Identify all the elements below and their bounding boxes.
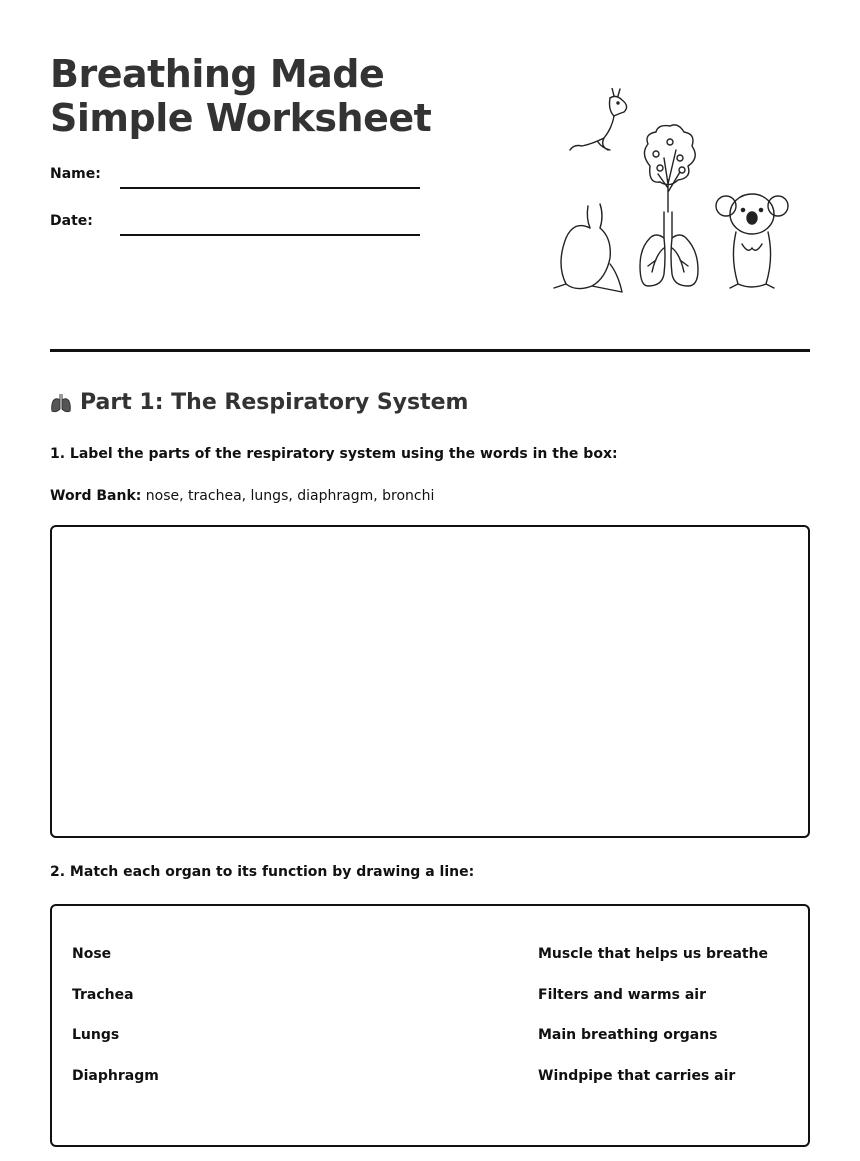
name-field[interactable] [120, 187, 420, 189]
question-1: 1. Label the parts of the respiratory system using the words in the box: [50, 446, 618, 462]
matching-area[interactable] [50, 904, 810, 1147]
kangaroo-icon [570, 88, 627, 150]
date-field[interactable] [120, 234, 420, 236]
tree-icon [644, 125, 695, 212]
organ-item[interactable]: Nose [72, 946, 112, 962]
function-item[interactable]: Filters and warms air [538, 987, 706, 1003]
labeling-area[interactable] [50, 525, 810, 838]
word-bank [50, 488, 434, 504]
part1-heading [50, 390, 468, 415]
part1-heading-text: Part 1: The Respiratory System [80, 390, 469, 415]
word-bank-words: nose, trachea, lungs, diaphragm, bronchi [141, 488, 435, 504]
organ-item[interactable]: Lungs [72, 1027, 120, 1043]
question-2: 2. Match each organ to its function by drawing a line: [50, 864, 475, 880]
worksheet-title: Breathing Made Simple Worksheet [50, 52, 432, 140]
organ-item[interactable]: Trachea [72, 987, 134, 1003]
section-divider [50, 349, 810, 352]
kangaroo-back-icon [554, 204, 622, 292]
koala-icon [716, 194, 788, 288]
date-label: Date: [50, 213, 93, 229]
header-illustration [552, 88, 792, 298]
name-label: Name: [50, 166, 101, 182]
function-item[interactable]: Windpipe that carries air [538, 1068, 736, 1084]
function-item[interactable]: Muscle that helps us breathe [538, 946, 769, 962]
lungs-icon [50, 392, 72, 414]
word-bank-label: Word Bank: [50, 488, 142, 504]
lungs-icon [640, 212, 698, 286]
organ-item[interactable]: Diaphragm [72, 1068, 159, 1084]
function-item[interactable]: Main breathing organs [538, 1027, 718, 1043]
